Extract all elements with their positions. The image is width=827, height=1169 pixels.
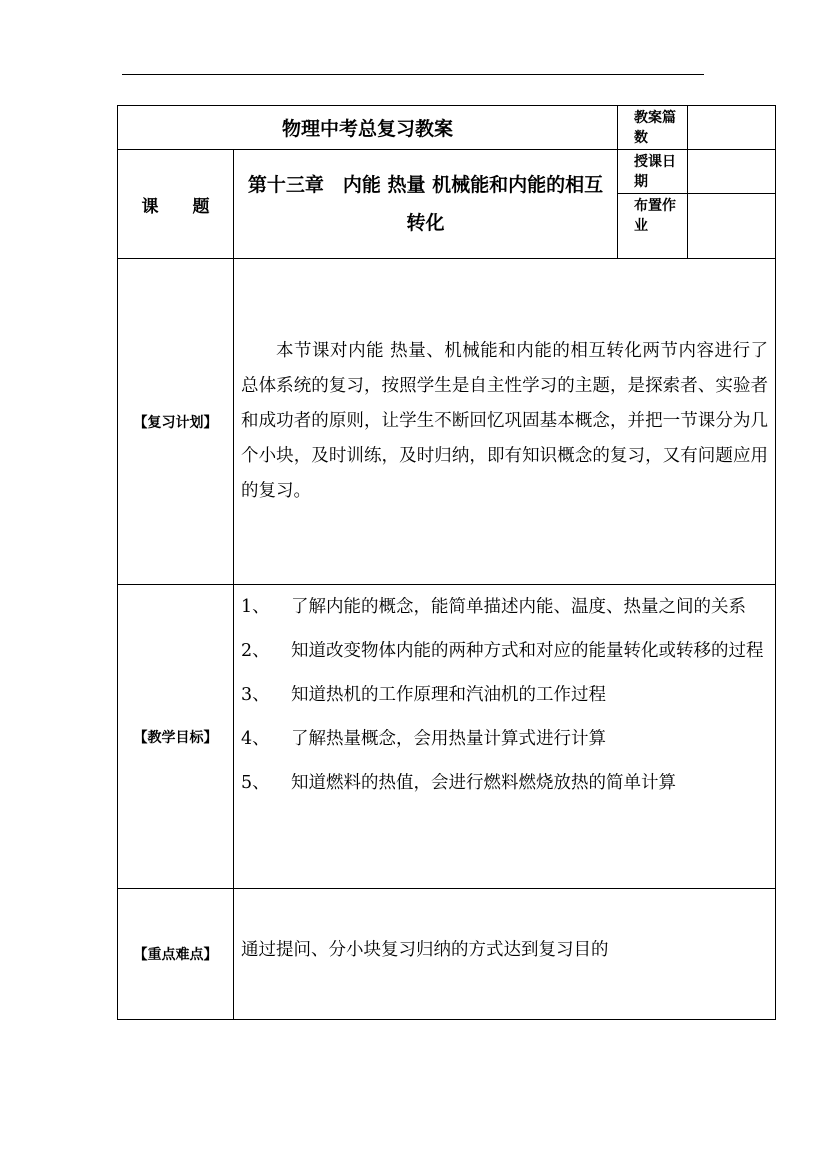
list-item-text: 知道热机的工作原理和汽油机的工作过程 xyxy=(291,685,606,705)
homework-value[interactable] xyxy=(688,194,776,259)
header-rule xyxy=(122,74,704,75)
teaching-goals-list xyxy=(241,585,768,805)
list-item-number: 4、 xyxy=(241,729,270,749)
lesson-count-label: 教案篇数 xyxy=(618,106,688,150)
review-plan-cell xyxy=(234,259,776,585)
list-item xyxy=(241,585,768,629)
teaching-goals-cell xyxy=(234,585,776,889)
review-plan-label: 【复习计划】 xyxy=(118,259,234,585)
lesson-date-value[interactable] xyxy=(688,150,776,194)
list-item-number: 5、 xyxy=(241,773,270,793)
review-plan-text: 本节课对内能 热量、机械能和内能的相互转化两节内容进行了总体系统的复习，按照学生是自主性学习的主题，是探索者、实验者和成功者的原则，让学生不断回忆巩固基本概念，并把一节课分为几个小块，及时训练，及时归纳，即有知识概念的复习，又有问题应用的复习。 xyxy=(241,341,769,501)
list-item-number: 1、 xyxy=(241,597,270,617)
list-item-text: 知道改变物体内能的两种方式和对应的能量转化或转移的过程 xyxy=(291,641,764,661)
lesson-date-label: 授课日期 xyxy=(618,150,688,194)
list-item xyxy=(241,673,768,717)
list-item xyxy=(241,629,768,673)
topic-label: 课 题 xyxy=(118,150,234,259)
lesson-count-value[interactable] xyxy=(688,106,776,150)
homework-label: 布置作业 xyxy=(618,194,688,259)
teaching-goals-label: 【教学目标】 xyxy=(118,585,234,889)
lesson-plan-table xyxy=(117,105,776,1020)
list-item xyxy=(241,717,768,761)
list-item-number: 3、 xyxy=(241,685,270,705)
list-item-text: 了解热量概念，会用热量计算式进行计算 xyxy=(291,729,606,749)
list-item xyxy=(241,761,768,805)
key-points-label: 【重点难点】 xyxy=(118,889,234,1020)
document-title: 物理中考总复习教案 xyxy=(118,106,618,150)
list-item-text: 了解内能的概念，能简单描述内能、温度、热量之间的关系 xyxy=(291,597,746,617)
key-points-text: 通过提问、分小块复习归纳的方式达到复习目的 xyxy=(234,889,776,1020)
list-item-text: 知道燃料的热值，会进行燃料燃烧放热的简单计算 xyxy=(291,773,676,793)
list-item-number: 2、 xyxy=(241,641,270,661)
topic-title: 第十三章 内能 热量 机械能和内能的相互转化 xyxy=(234,150,618,259)
